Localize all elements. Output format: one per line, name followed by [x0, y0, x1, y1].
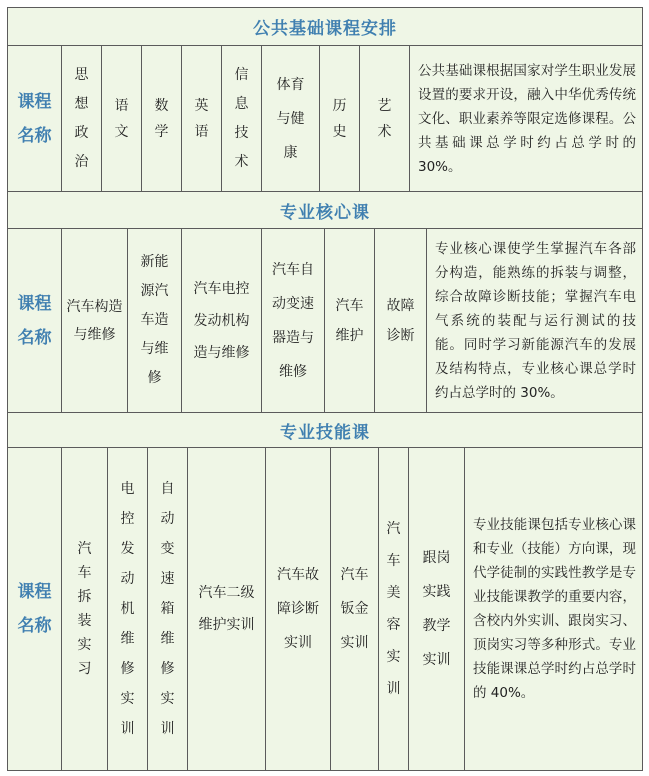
description-text: 公共基础课根据国家对学生职业发展设置的要求开设，融入中华优秀传统文化、职业素养等限定选修课程。公共基础课总学时约占总学时的 30%。 [418, 62, 636, 175]
course-name: 汽车故障诊断实训 [276, 567, 319, 651]
section-title-text: 专业核心课 [280, 202, 370, 223]
description-text: 专业核心课使学生掌握汽车各部分构造，能熟练的拆装与调整，综合故障诊断技能；掌握汽车电气系统的装配与运行测试的技能。同时学习新能源汽车的发展及结构特点，专业核心课总学时约占总学时的 30%。 [435, 240, 636, 401]
course-row-core [8, 229, 642, 413]
course-name: 新能源汽车造与维修 [140, 254, 169, 386]
course-name: 历史 [332, 97, 347, 140]
course-cell [148, 448, 188, 770]
section-title-core [8, 192, 642, 229]
course-name: 汽车二级维护实训 [198, 585, 255, 633]
course-name: 汽车美容实训 [386, 521, 401, 697]
row-label: 课程名称 [17, 293, 52, 348]
course-name: 自动变速箱维修实训 [160, 481, 175, 737]
course-row-skills [8, 448, 642, 770]
course-cell [128, 229, 182, 412]
course-name: 汽车构造与维修 [66, 298, 123, 343]
course-name: 汽车电控发动机构造与维修 [193, 280, 250, 361]
course-cell [182, 229, 262, 412]
course-row-public-basic [8, 46, 642, 192]
course-cell [108, 448, 148, 770]
course-name: 语文 [114, 97, 129, 140]
course-name: 汽车钣金实训 [340, 567, 369, 651]
course-cell [62, 448, 108, 770]
row-label-cell [8, 448, 62, 770]
course-cell [182, 46, 222, 191]
course-name: 汽车自动变速器造与维修 [271, 261, 314, 380]
curriculum-table [7, 7, 643, 771]
description-text: 专业技能课包括专业核心课和专业（技能）方向课，现代学徒制的实践性教学是专业技能课教学的重要内容，含校内外实训、跟岗实习、顶岗实习等多种形式。专业技能课课总学时约占总学时的 40%。 [473, 517, 636, 701]
course-name: 数学 [154, 97, 169, 140]
course-cell [262, 46, 320, 191]
description-cell [427, 229, 642, 412]
course-cell [266, 448, 331, 770]
section-title-public-basic [8, 8, 642, 46]
section-title-skills [8, 413, 642, 448]
row-label: 课程名称 [17, 582, 52, 636]
course-cell [360, 46, 410, 191]
course-name: 英语 [194, 97, 209, 140]
course-name: 故障诊断 [386, 297, 415, 344]
description-cell [465, 448, 642, 770]
row-label-cell [8, 46, 62, 191]
course-cell [262, 229, 325, 412]
course-cell [62, 229, 128, 412]
course-name: 汽车拆装实习 [77, 541, 92, 677]
course-cell [379, 448, 409, 770]
course-cell [325, 229, 375, 412]
course-name: 思想政治 [74, 66, 89, 170]
row-label-cell [8, 229, 62, 412]
course-cell [409, 448, 465, 770]
section-title-text: 专业技能课 [280, 422, 370, 443]
course-name: 信息技术 [234, 66, 249, 170]
course-name: 汽车维护 [335, 297, 364, 344]
course-cell [102, 46, 142, 191]
course-cell [142, 46, 182, 191]
description-cell [410, 46, 642, 191]
course-cell [375, 229, 427, 412]
course-name: 体育与健康 [276, 76, 305, 161]
course-name: 跟岗实践教学实训 [422, 550, 451, 668]
course-name: 艺术 [377, 97, 392, 140]
course-cell [188, 448, 266, 770]
course-cell [62, 46, 102, 191]
course-cell [320, 46, 360, 191]
course-name: 电控发动机维修实训 [120, 481, 135, 737]
course-cell [222, 46, 262, 191]
course-cell [331, 448, 379, 770]
section-title-text: 公共基础课程安排 [253, 19, 397, 39]
row-label: 课程名称 [17, 91, 52, 146]
